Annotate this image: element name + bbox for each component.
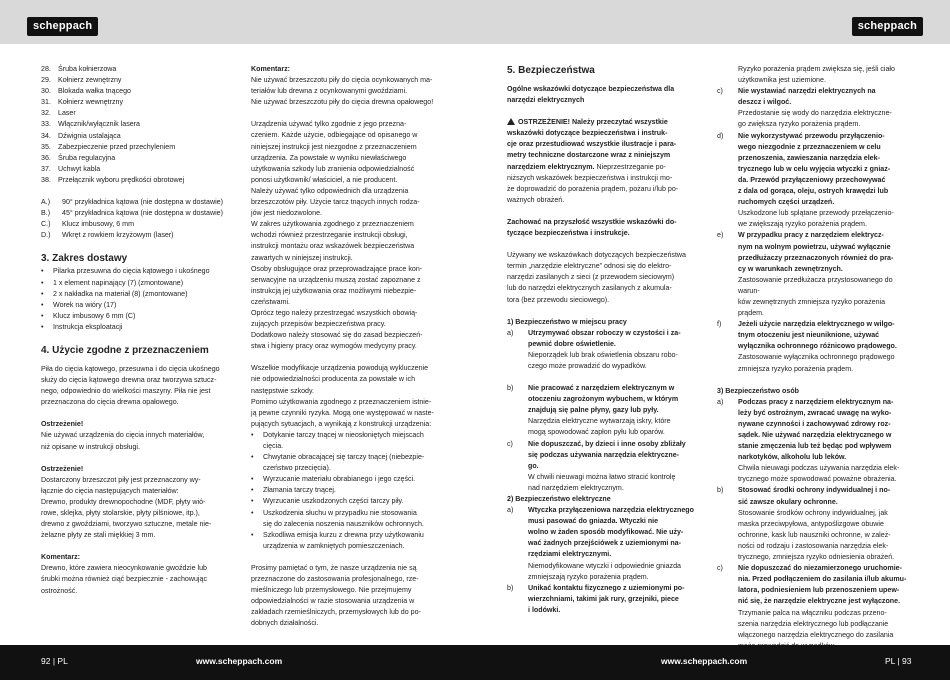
item-label: Przełącznik wyboru prędkości obrotowej bbox=[58, 175, 185, 184]
warning-text bbox=[507, 150, 699, 161]
paragraph-line: instrukcją jej użytkowania oraz możliwymi niebezpie- bbox=[251, 286, 417, 295]
keep-instructions: Zachować na przyszłość wszystkie wskazówki do- bbox=[507, 217, 677, 226]
paragraph-line: ją pewne czynniki ryzyka. Mogą one występować w naste- bbox=[251, 408, 434, 417]
safety-rule: trycznego lub w celu wyjęcia wtyczki z gniaz- bbox=[738, 164, 891, 173]
safety-explanation: go zwiększa ryzyko porażenia prądem. bbox=[738, 120, 861, 129]
comment-text: ostrożność. bbox=[41, 586, 78, 595]
safety-explanation: ochronne, kask lub nauszniki ochronne, w zależ- bbox=[738, 530, 891, 539]
paragraph-line: stwa i higieny pracy oraz wymogów medycyny pracy. bbox=[251, 342, 417, 351]
safety-explanation: Zastosowanie wyłącznika ochronnego prądowego bbox=[738, 353, 895, 362]
warning-line: narzędziem elektrycznym. bbox=[507, 162, 595, 171]
safety-explanation: nad narzędziem elektrycznym. bbox=[528, 483, 624, 492]
paragraph-line: mieślniczego lub przemysłowego. Nie przejmujemy bbox=[251, 586, 412, 595]
safety-explanation: maska przeciwpyłowa, antypoślizgowe obuwie bbox=[738, 519, 884, 528]
item-label: Klucz imbusowy, 6 mm bbox=[62, 220, 135, 229]
delivery-item: • 1 x element napinający (7) (zmontowane) bbox=[41, 278, 184, 287]
item-number: A.) bbox=[41, 198, 51, 207]
paragraph-line: jów jest niedozwolone. bbox=[251, 209, 322, 218]
safety-explanation: włączonego narzędzia elektrycznego do zasilania bbox=[738, 630, 894, 639]
parts-list-item bbox=[41, 64, 231, 75]
safety-explanation: zmniejsza ryzyko porażenia prądem. bbox=[738, 364, 854, 373]
safety-rule: otoczeniu zagrożonym wybuchem, w którym bbox=[528, 395, 679, 404]
paragraph-line: Urządzenia używać tylko zgodnie z jego przezna- bbox=[251, 120, 407, 129]
paragraph-line: nie odpowiedzialności producenta za powstałe w ich bbox=[251, 375, 416, 384]
scheppach-logo: scheppach bbox=[852, 17, 923, 36]
item-label: Śruba kołnierzowa bbox=[58, 65, 117, 73]
risk-text: Wyrzucanie uszkodzonych części tarczy piły. bbox=[263, 497, 404, 506]
safety-explanation: trycznego może spowodować poważne obrażenia. bbox=[738, 475, 897, 484]
safety-rule: cy w warunkach zewnętrznych. bbox=[738, 264, 843, 273]
delivery-item: • Worek na wióry (17) bbox=[41, 300, 117, 309]
risk-item: • Szkodliwa emisja kurzu z drewna przy użytkowaniu urządzenia w zamkniętych pomieszczeniach. bbox=[251, 530, 444, 552]
item-label: Zabezpieczenie przed przechyleniem bbox=[58, 142, 176, 151]
warning-text bbox=[507, 139, 699, 150]
delivery-label: Klucz imbusowy 6 mm (C) bbox=[53, 311, 136, 320]
risk-text: Dotykanie tarczy tnącej w nieosłoniętych miejscach bbox=[263, 430, 424, 439]
safety-rule: Jeżeli użycie narzędzia elektrycznego w wilgo- bbox=[738, 320, 895, 329]
delivery-item: • Pilarka przesuwna do cięcia kątowego i ukośnego bbox=[41, 267, 210, 276]
paragraph-line: zakładach rzemieślniczych, przemysłowych lub do po- bbox=[251, 608, 421, 617]
safety-item: c) Nie dopuszczać do niezamierzonego uruchomie- nia. Przed podłączeniem do zasilania i/lub akumu- latora, podniesieniem lub przenoszeniem upew- nić się, że narzędzie elektryczne jest wyłączone. Trzymanie palca na włączniku podczas przeno- szenia narzędzia elektrycznego lub podłączanie włączonego narzędzia elektrycznego do zasilania bbox=[717, 563, 909, 652]
delivery-label: 1 x element napinający (7) (zmontowane) bbox=[53, 278, 184, 287]
safety-item: e) W przypadku pracy z narzędziem elektrycz- nym na wolnym powietrzu, używać wyłącznie przedłużaczy przeznaczonych również do pra- cy w warunkach zewnętrznych. Zastosowanie przedłużacza przystosowanego do warun- ków zewnętrznych zmniejsza ryzyko porażenia prądem. bbox=[717, 230, 909, 319]
warning-line: cje oraz przestudiować wszystkie ilustracje i para- bbox=[507, 140, 677, 149]
warning-text bbox=[507, 162, 699, 173]
warning-text bbox=[507, 128, 699, 139]
paragraph-line: Pomimo użytkowania zgodnego z przeznaczeniem istnie- bbox=[251, 397, 432, 406]
safety-rule: wać żadnych przejściówek z uziemionymi na- bbox=[528, 539, 681, 548]
parts-list-item bbox=[41, 153, 231, 164]
item-number: 35. bbox=[41, 142, 51, 151]
item-label: Śruba regulacyjna bbox=[58, 153, 116, 162]
safety-rule: Utrzymywać obszar roboczy w czystości i za- bbox=[528, 328, 681, 337]
parts-list-item bbox=[41, 108, 231, 119]
paragraph-line: zujących przepisów bezpieczeństwa pracy. bbox=[251, 320, 386, 329]
safety-item: b) Stosować środki ochrony indywidualnej i no- sić zawsze okulary ochronne. Stosowanie środków ochrony indywidualnej, jak maska przeciwpyłowa, antypoślizgowe obuwie ochronne, kask lub nauszniki ochronne, w zależ- ności od rodzaju i zastosowania narzędzia elek- trycznego, zmniejsza ryzyko odniesienia obrażeń. bbox=[717, 485, 909, 563]
safety-rule: sić zawsze okulary ochronne. bbox=[738, 497, 838, 506]
safety-rule: Wtyczka przyłączeniowa narzędzia elektrycznego bbox=[528, 506, 694, 515]
comment-text: teriałów lub drewna z ocynkowanymi gwoździami. bbox=[251, 87, 408, 96]
safety-explanation: trycznego, zmniejsza ryzyko odniesienia obrażeń. bbox=[738, 553, 895, 562]
risk-item: • Złamania tarczy tnącej. bbox=[251, 485, 444, 496]
safety-rule: i lodówki. bbox=[528, 605, 561, 614]
safety-rule: rzędziami elektrycznymi. bbox=[528, 550, 612, 559]
safety-rule: wierzchniami, takimi jak rury, grzejniki, piece bbox=[528, 594, 679, 603]
paragraph-line: zawartych w niniejszej instrukcji. bbox=[251, 253, 353, 262]
paragraph-line: dobnych działalności. bbox=[251, 619, 319, 628]
item-label: Włącznik/wyłącznik lasera bbox=[58, 120, 140, 129]
safety-explanation: Zastosowanie przedłużacza przystosowanego do warun- bbox=[738, 275, 893, 295]
safety-rule: z dala od gorąca, oleju, ostrych krawędzi lub bbox=[738, 187, 889, 196]
safety-rule: sądek. Nie używać narzędzia elektrycznego w bbox=[738, 431, 892, 439]
paragraph-line: czeniem. Każde użycie, odbiegające od opisanego w bbox=[251, 131, 418, 140]
warning-text bbox=[507, 117, 699, 128]
delivery-item: • Klucz imbusowy 6 mm (C) bbox=[41, 311, 136, 320]
section-heading-3: 3. Zakres dostawy bbox=[41, 253, 128, 265]
safety-item: c) Nie dopuszczać, by dzieci i inne osoby zbliżały się podczas używania narzędzia elektryczne- go. W chwili nieuwagi można łatwo stracić kontrolę nad narzędziem elektrycznym. bbox=[507, 439, 699, 494]
paragraph-line: Piła do cięcia kątowego, przesuwna i do cięcia ukośnego bbox=[41, 364, 220, 373]
section-heading-4: 4. Użycie zgodne z przeznaczeniem bbox=[41, 344, 209, 356]
safety-rule: Nie wystawiać narzędzi elektrycznych na bbox=[738, 87, 876, 96]
subsection-title: 3) Bezpieczeństwo osób bbox=[717, 386, 799, 395]
paragraph-line: serwacyjne na urządzeniu muszą zostać zapoznane z bbox=[251, 275, 421, 284]
safety-explanation: Przedostanie się wody do narzędzia elektryczne- bbox=[738, 109, 892, 118]
warning-line: wskazówki dotyczące bezpieczeństwa i instruk- bbox=[507, 129, 668, 138]
safety-explanation: Niemodyfikowane wtyczki i odpowiednie gniazda bbox=[528, 561, 681, 570]
paragraph-line: brzeszczotów piły. Użycie tarcz tnących innych rodza- bbox=[251, 198, 420, 207]
safety-rule: go. bbox=[528, 461, 539, 470]
paragraph-line: wchodzi również przestrzeganie instrukcji obsługi, bbox=[251, 231, 408, 240]
warning-text: niższych wskazówek bezpieczeństwa i instrukcji mo- bbox=[507, 173, 673, 182]
safety-rule: W przypadku pracy z narzędziem elektrycz- bbox=[738, 231, 884, 240]
warning-title: Ostrzeżenie! bbox=[41, 464, 84, 473]
delivery-label: Instrukcja eksploatacji bbox=[53, 322, 123, 331]
safety-explanation: ności od rodzaju i zastosowania narzędzia elek- bbox=[738, 541, 889, 550]
item-number: 36. bbox=[41, 153, 51, 162]
comment-text: Nie używać brzeszczotu piły do cięcia drewna opałowego! bbox=[251, 98, 434, 107]
paragraph-line: instrukcji montażu oraz wskazówek bezpieczeństwa bbox=[251, 242, 415, 251]
warning-triangle-icon bbox=[507, 118, 515, 125]
warning-text: niż opisane w instrukcji obsługi. bbox=[41, 442, 140, 451]
paragraph-line: W zakres użytkowania zgodnego z przeznaczeniem bbox=[251, 220, 414, 229]
safety-explanation bbox=[717, 64, 909, 86]
risk-text: Chwytanie obracającej się tarczy tnącej (niebezpie- bbox=[263, 453, 425, 462]
safety-explanation: ków zewnętrznych zmniejsza ryzyko porażenia prądem. bbox=[738, 297, 886, 318]
paragraph-line: przeznaczona do cięcia drewna opałowego. bbox=[41, 398, 179, 407]
paragraph-line: użytkowania szkody lub zranienia odpowiedzialność bbox=[251, 164, 415, 173]
delivery-item: • 2 x nakładka na materiał (8) (zmontowane) bbox=[41, 289, 188, 298]
safety-rule: Nie dopuszczać, by dzieci i inne osoby zbliżały bbox=[528, 439, 686, 448]
paragraph-line: Oprócz tego należy przestrzegać wszystkich obowią- bbox=[251, 308, 418, 317]
safety-explanation: Narzędzia elektryczne wytwarzają iskry, które bbox=[528, 417, 671, 426]
comment-title: Komentarz: bbox=[41, 553, 81, 562]
paragraph-line: czeństwami. bbox=[251, 297, 291, 306]
column-1 bbox=[41, 64, 231, 597]
risk-item: • Dotykanie tarczy tnącej w nieosłoniętych miejscach cięcia. bbox=[251, 430, 444, 452]
item-label: Wkręt z rowkiem krzyżowym (laser) bbox=[62, 231, 174, 240]
item-label: Kołnierz wewnętrzny bbox=[58, 98, 124, 107]
safety-rule: ruchomych części urządzeń. bbox=[738, 198, 835, 207]
section-heading-5: 5. Bezpieczeństwa bbox=[507, 65, 595, 76]
safety-rule: Nie pracować z narzędziem elektrycznym w bbox=[528, 384, 675, 393]
header-bar bbox=[0, 0, 950, 44]
item-label: Uchwyt kabla bbox=[58, 164, 101, 173]
warning-text: że doprowadzić do porażenia prądem, pożaru i/lub po- bbox=[507, 184, 679, 193]
website-link-left[interactable]: www.scheppach.com bbox=[196, 656, 283, 666]
warning-text: Drewno, produkty drewnopochodne (MDF, płyty wió- bbox=[41, 497, 206, 506]
item-number: 33. bbox=[41, 120, 51, 129]
item-number: 30. bbox=[41, 87, 51, 96]
safety-rule: nywane czynności i zachowywać zdrowy roz- bbox=[738, 419, 891, 428]
keep-instructions: tyczące bezpieczeństwa i instrukcje. bbox=[507, 229, 630, 238]
safety-item: a) Wtyczka przyłączeniowa narzędzia elektrycznego musi pasować do gniazda. Wtyczki nie wolno w żaden sposób modyfikować. Nie uży- wać żadnych przejściówek z uziemionymi na- rzędziami elektrycznymi. Niemodyfikowane wtyczki i odpowiednie gniazda zmniejszają ryzyko porażenia prądem. bbox=[507, 505, 699, 583]
safety-rule: przedłużaczy przeznaczonych również do pra- bbox=[738, 253, 894, 262]
comment-text: Drewno, które zawiera nieocynkowanie gwoździe lub bbox=[41, 564, 207, 573]
safety-explanation: Ryzyko porażenia prądem zwiększa się, jeśli ciało bbox=[738, 65, 895, 73]
warning-text: drewno z gwoździami, tworzywo sztuczne, metale nie- bbox=[41, 520, 212, 529]
warning-text: rowe, sklejka, płyty stolarskie, płyty pilśniowe, itp.), bbox=[41, 509, 200, 517]
safety-explanation: Uszkodzone lub splątane przewody przełączenio- bbox=[738, 209, 894, 218]
parts-list-item bbox=[41, 164, 231, 175]
paragraph-line: służy do cięcia kątowego drewna oraz tworzywa sztucz- bbox=[41, 376, 217, 385]
safety-explanation: Chwila nieuwagi podczas używania narzędzia elek- bbox=[738, 464, 900, 473]
item-number: 29. bbox=[41, 76, 51, 85]
safety-rule: wego niezgodnie z przeznaczeniem w celu bbox=[738, 142, 881, 151]
safety-rule: tnym otoczeniu jest nieuniknione, używać bbox=[738, 331, 880, 340]
safety-rule: wolno w żaden sposób modyfikować. Nie uży- bbox=[528, 528, 684, 537]
risk-text: czeństwo przecięcia). bbox=[263, 464, 331, 473]
parts-list-item bbox=[41, 97, 231, 108]
item-label: Laser bbox=[58, 109, 76, 118]
paragraph-line: ponosi użytkownik/ właściciel, a nie producent. bbox=[251, 175, 398, 184]
safety-rule: nia. Przed podłączeniem do zasilania i/lub akumu- bbox=[738, 575, 907, 584]
safety-explanation: Nieporządek lub brak oświetlenia obszaru robo- bbox=[528, 350, 678, 359]
item-number: 38. bbox=[41, 175, 51, 184]
scheppach-logo: scheppach bbox=[27, 17, 98, 36]
warning-text: ważnych obrażeń. bbox=[507, 195, 565, 204]
parts-list-item bbox=[41, 142, 231, 153]
safety-item: b) Unikać kontaktu fizycznego z uziemionymi po- wierzchniami, takimi jak rury, grzejniki, piece i lodówki. bbox=[507, 583, 699, 616]
warning-title: Ostrzeżenie! bbox=[41, 420, 84, 429]
risk-item: • Chwytanie obracającej się tarczy tnącej (niebezpie- czeństwo przecięcia). bbox=[251, 452, 444, 474]
safety-item: f) Jeżeli użycie narzędzia elektrycznego w wilgo- tnym otoczeniu jest nieuniknione, używać wyłącznika ochronnego różnicowo prądowego. Zastosowanie wyłącznika ochronnego prądowego zmniejsza ryzyko porażenia prądem. bbox=[717, 319, 909, 374]
warning-line: metry techniczne dostarczone wraz z niniejszym bbox=[507, 151, 671, 160]
safety-explanation: czego może prowadzić do wypadków. bbox=[528, 361, 647, 370]
safety-rule: Nie dopuszczać do niezamierzonego uruchomie- bbox=[738, 564, 902, 573]
safety-rule: musi pasować do gniazda. Wtyczki nie bbox=[528, 517, 659, 526]
comment-text: śrubki można również ciąć bezpiecznie - zachowując bbox=[41, 575, 207, 584]
paragraph-line: Dodatkowo należy stosować się do zasad bezpieczeń- bbox=[251, 331, 423, 340]
risk-text: cięcia. bbox=[263, 442, 284, 450]
safety-explanation: Stosowanie środków ochrony indywidualnej, jak bbox=[738, 508, 888, 517]
warning-text: Dostarczony brzeszczot piły jest przeznaczony wy- bbox=[41, 475, 201, 484]
safety-explanation: Trzymanie palca na włączniku podczas przeno- bbox=[738, 608, 887, 617]
paragraph-line: urządzenia. Za powstałe w wyniku niewłaściwego bbox=[251, 153, 407, 162]
paragraph-line: Używany we wskazówkach dotyczących bezpieczeństwa bbox=[507, 251, 686, 260]
safety-rule: wyłącznika ochronnego różnicowo prądowego. bbox=[738, 342, 897, 351]
delivery-item: • Instrukcja eksploatacji bbox=[41, 322, 123, 331]
parts-list-item bbox=[41, 86, 231, 97]
risk-item: • Wyrzucanie materiału obrabianego i jego części. bbox=[251, 474, 444, 485]
accessory-item bbox=[41, 208, 231, 219]
warning-text: Nie używać urządzenia do cięcia innych materiałów, bbox=[41, 431, 205, 440]
safety-item: c) Nie wystawiać narzędzi elektrycznych na deszcz i wilgoć. Przedostanie się wody do narzędzia elektryczne- go zwiększa ryzyko porażenia prądem. bbox=[717, 86, 909, 130]
safety-rule: nić się, że narzędzie elektryczne jest wyłączone. bbox=[738, 597, 901, 606]
website-link-right[interactable]: www.scheppach.com bbox=[661, 656, 748, 666]
paragraph-line: następstwie szkody. bbox=[251, 386, 314, 395]
paragraph-line: lub do narzędzi elektrycznych zasilanych z akumula- bbox=[507, 284, 672, 293]
parts-list-item bbox=[41, 119, 231, 130]
safety-rule: leży być ostrożnym, zwracać uwagę na wyko- bbox=[738, 408, 892, 417]
paragraph-line: narzędzi zasilanych z sieci (z przewodem sieciowym) bbox=[507, 273, 675, 282]
risk-text: się do zalecenia noszenia nauszników ochronnych. bbox=[263, 519, 424, 528]
safety-intro: Ogólne wskazówki dotyczące bezpieczeństwa dla bbox=[507, 85, 675, 93]
risk-text: Szkodliwa emisja kurzu z drewna przy użytkowaniu bbox=[263, 530, 424, 539]
paragraph-line: przeznaczone do zastosowania profesjonalnego, rze- bbox=[251, 575, 419, 584]
safety-rule: się podczas używania narzędzia elektryczne- bbox=[528, 450, 679, 459]
paragraph-line: Należy używać tylko odpowiednich dla urządzenia bbox=[251, 186, 409, 195]
warning-line: Nieprzestrzeganie po- bbox=[594, 162, 666, 171]
parts-list-item bbox=[41, 131, 231, 142]
accessory-item bbox=[41, 230, 231, 241]
comment-title: Komentarz: bbox=[251, 65, 291, 73]
item-label: 45° przykładnica kątowa (nie dostępna w dostawie) bbox=[62, 209, 223, 218]
safety-rule: narkotyków, alkoholu lub leków. bbox=[738, 453, 847, 462]
item-number: C.) bbox=[41, 220, 51, 229]
risk-text: Uszkodzenia słuchu w przypadku nie stosowania bbox=[263, 508, 417, 517]
safety-rule: da. Przewód przyłączeniowy przechowywać bbox=[738, 175, 886, 184]
safety-rule: Podczas pracy z narzędziem elektrycznym na- bbox=[738, 397, 894, 406]
delivery-label: Worek na wióry (17) bbox=[53, 300, 117, 309]
safety-rule: stanie zmęczenia lub też będąc pod wpływem bbox=[738, 442, 892, 451]
safety-explanation: użytkownika jest uziemione. bbox=[738, 76, 826, 85]
subsection-title: 2) Bezpieczeństwo elektryczne bbox=[507, 495, 611, 503]
subsection-title: 1) Bezpieczeństwo w miejscu pracy bbox=[507, 317, 627, 326]
paragraph-line: termin „narzędzie elektryczne” odnosi się do elektro- bbox=[507, 262, 672, 271]
safety-explanation: W chwili nieuwagi można łatwo stracić kontrolę bbox=[528, 472, 676, 481]
item-number: 34. bbox=[41, 131, 51, 140]
safety-item: a) Podczas pracy z narzędziem elektrycznym na- leży być ostrożnym, zwracać uwagę na wyko- nywane czynności i zachowywać zdrowy roz- sądek. Nie używać narzędzia elektrycznego w stanie zmęczenia lub też będąc pod wpływem narkotyków, alkoholu lub leków. Chwila nieuwagi podczas używania narzędzia elek- trycznego może spowodować poważne obrażenia. bbox=[717, 397, 909, 486]
item-number: 31. bbox=[41, 98, 51, 107]
safety-rule: latora, podniesieniem lub przenoszeniem upew- bbox=[738, 586, 900, 595]
parts-list-item bbox=[41, 75, 231, 86]
item-label: Blokada wałka tnącego bbox=[58, 87, 131, 96]
item-number: 32. bbox=[41, 109, 51, 118]
safety-rule: deszcz i wilgoć. bbox=[738, 98, 792, 107]
column-4 bbox=[717, 64, 909, 652]
safety-intro: narzędzi elektrycznych bbox=[507, 96, 585, 105]
delivery-label: 2 x nakładka na materiał (8) (zmontowane) bbox=[53, 289, 188, 298]
safety-explanation: we zwiększają ryzyko porażenia prądem. bbox=[738, 220, 867, 229]
safety-rule: nym na wolnym powietrzu, używać wyłącznie bbox=[738, 242, 891, 251]
page-number-right: PL | 93 bbox=[885, 656, 912, 666]
safety-rule: Stosować środki ochrony indywidualnej i no- bbox=[738, 486, 891, 495]
risk-text: Wyrzucanie materiału obrabianego i jego części. bbox=[263, 475, 416, 484]
warning-line: OSTRZEŻENIE! Należy przeczytać wszystkie bbox=[518, 118, 668, 127]
safety-explanation: zmniejszają ryzyko porażenia prądem. bbox=[528, 572, 649, 581]
paragraph-line: Osoby obsługujące oraz przeprowadzające prace kon- bbox=[251, 264, 423, 273]
item-number: D.) bbox=[41, 231, 51, 240]
comment-text: Nie używać brzeszczotu piły do cięcia ocynkowanych ma- bbox=[251, 76, 433, 85]
safety-rule: pewnić dobre oświetlenie. bbox=[528, 339, 616, 348]
paragraph-line: Wszelkie modyfikacje urządzenia powodują wykluczenie bbox=[251, 364, 429, 373]
accessory-item bbox=[41, 197, 231, 208]
page-number-left: 92 | PL bbox=[41, 656, 68, 666]
risk-text: urządzenia w zamkniętych pomieszczeniach. bbox=[263, 541, 405, 550]
item-number: 37. bbox=[41, 164, 51, 173]
accessory-item bbox=[41, 219, 231, 230]
item-label: Kołnierz zewnętrzny bbox=[58, 76, 122, 85]
safety-item: b) Nie pracować z narzędziem elektrycznym w otoczeniu zagrożonym wybuchem, w którym znajdują się palne płyny, gazy lub pyły. Narzędzia elektryczne wytwarzają iskry, które mogą spowodować zapłon pyłu lub oparów. bbox=[507, 383, 699, 438]
safety-rule: Unikać kontaktu fizycznego z uziemionymi po- bbox=[528, 583, 685, 592]
column-2 bbox=[251, 64, 444, 630]
item-label: Dźwignia ustalająca bbox=[58, 131, 121, 140]
safety-rule: znajdują się palne płyny, gazy lub pyły. bbox=[528, 406, 659, 415]
safety-rule: Nie wykorzystywać przewodu przyłączenio- bbox=[738, 131, 885, 140]
item-label: 90° przykładnica kątowa (nie dostępna w dostawie) bbox=[62, 198, 223, 207]
paragraph-line: pujących sytuacjach, a wynikają z konstrukcji urządzenia: bbox=[251, 419, 432, 428]
safety-item: a) Utrzymywać obszar roboczy w czystości i za- pewnić dobre oświetlenie. Nieporządek lub brak oświetlenia obszaru robo- czego może prowadzić do wypadków. bbox=[507, 328, 699, 372]
paragraph-line: odpowiedzialności w razie stosowania urządzenia w bbox=[251, 597, 415, 606]
warning-text: żelazne płyty ze stali miękkiej 3 mm. bbox=[41, 531, 156, 540]
item-number: 28. bbox=[41, 65, 51, 73]
paragraph-line: nego, odpowiednio do wielkości maszyny. Piła nie jest bbox=[41, 387, 211, 396]
column-3 bbox=[507, 64, 699, 616]
warning-text: łącznie do cięcia następujących materiałów: bbox=[41, 486, 179, 495]
delivery-label: Pilarka przesuwna do cięcia kątowego i ukośnego bbox=[53, 267, 210, 276]
risk-text: Złamania tarczy tnącej. bbox=[263, 486, 336, 495]
paragraph-line: Prosimy pamiętać o tym, że nasze urządzenia nie są bbox=[251, 563, 417, 572]
safety-explanation: mogą spowodować zapłon pyłu lub oparów. bbox=[528, 428, 665, 437]
safety-item: d) Nie wykorzystywać przewodu przyłączenio- wego niezgodnie z przeznaczeniem w celu przenoszenia, zawieszania narzędzia elek- trycznego lub w celu wyjęcia wtyczki z gniaz- da. Przewód przyłączeniowy przechowywać z dala od gorąca, oleju, ostrych krawędzi lub ruchomych części urządzeń. Uszkodzone lub splątane przewody przełączenio- we zwiększają ryzyko porażenia prądem. bbox=[717, 131, 909, 231]
paragraph-line: niniejszej instrukcji jest niezgodne z przeznaczeniem bbox=[251, 142, 417, 151]
risk-item: • Uszkodzenia słuchu w przypadku nie stosowania się do zalecenia noszenia nauszników ochronnych. bbox=[251, 508, 444, 530]
footer-bar bbox=[0, 645, 950, 680]
safety-explanation: szenia narzędzia elektrycznego lub podłączanie bbox=[738, 619, 889, 628]
parts-list-item bbox=[41, 175, 231, 186]
risk-item: • Wyrzucanie uszkodzonych części tarczy piły. bbox=[251, 496, 444, 507]
item-number: B.) bbox=[41, 209, 51, 218]
safety-rule: przenoszenia, zawieszania narzędzia elek- bbox=[738, 153, 880, 162]
paragraph-line: tora (bez przewodu sieciowego). bbox=[507, 295, 610, 304]
